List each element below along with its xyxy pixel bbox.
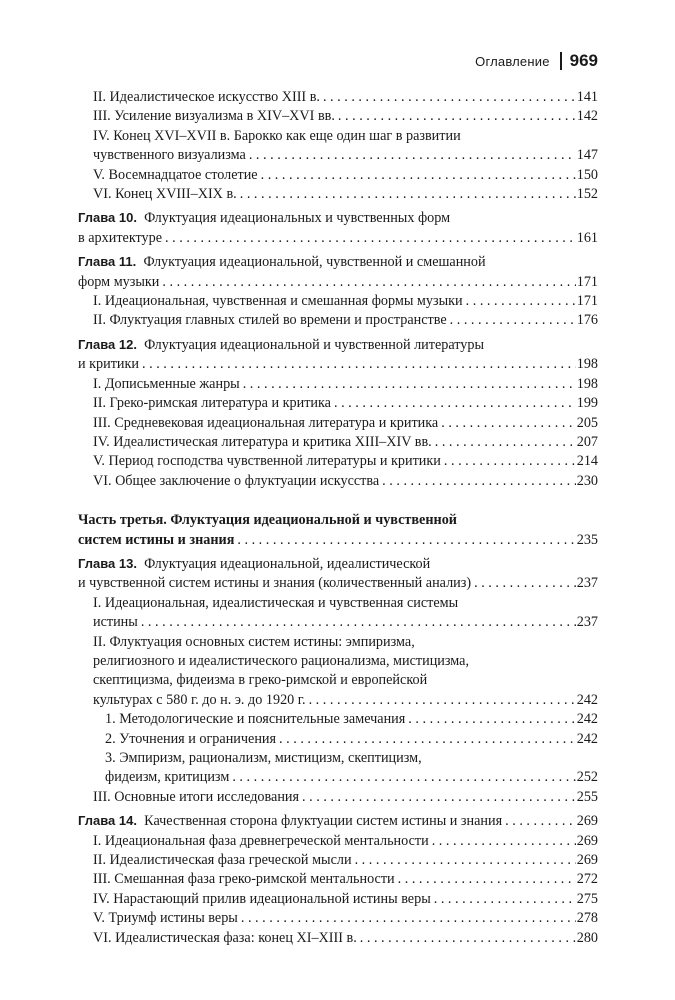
dot-leader <box>357 929 576 948</box>
toc-entry-title: культурах с 580 г. до н. э. до 1920 г. <box>93 691 306 708</box>
toc-page-number: 176 <box>576 312 598 329</box>
toc-section <box>78 633 598 711</box>
toc-section <box>78 594 598 633</box>
toc-line <box>93 633 598 652</box>
toc-section <box>78 929 598 948</box>
toc-line <box>78 252 598 272</box>
toc-entry-title: I. Идеациональная, идеалистическая и чувственная системы <box>93 594 459 611</box>
toc-entry-title: II. Идеалистическое искусство XIII в. <box>93 89 320 105</box>
toc-line <box>93 671 598 690</box>
toc-page-number: 269 <box>576 832 598 849</box>
toc-chapter <box>78 208 598 248</box>
toc-entry-title: V. Триумф истины веры <box>93 910 238 927</box>
toc-entry-title: Флуктуация идеациональных и чувственных форм <box>144 210 451 227</box>
dot-leader <box>276 730 576 749</box>
toc-line <box>93 414 598 433</box>
dot-leader <box>306 691 576 710</box>
toc-chapter <box>78 252 598 292</box>
dot-leader <box>335 107 576 126</box>
dot-leader <box>299 788 576 807</box>
toc-page-number: 237 <box>576 614 598 631</box>
toc-line <box>78 511 598 530</box>
dot-leader <box>352 851 576 870</box>
dot-leader <box>463 292 576 311</box>
dot-leader <box>405 710 576 729</box>
toc-page-number: 205 <box>576 414 598 431</box>
toc-page-number: 275 <box>576 890 598 907</box>
toc-page-number: 141 <box>576 89 598 105</box>
toc-entry-title: и чувственной систем истины и знания (количественный анализ) <box>78 575 472 592</box>
toc-line <box>93 851 598 870</box>
toc-entry-title: III. Смешанная фаза греко-римской ментальности <box>93 871 395 888</box>
toc-line <box>93 88 598 107</box>
chapter-label: Глава 14. <box>78 813 145 829</box>
dot-leader <box>258 166 576 185</box>
running-header <box>475 50 598 72</box>
toc-line <box>105 749 598 768</box>
dot-leader <box>138 613 576 632</box>
dot-leader <box>432 433 576 452</box>
chapter-label: Глава 10. <box>78 210 145 226</box>
toc-section <box>78 311 598 330</box>
chapter-label: Глава 13. <box>78 555 145 571</box>
toc-entry-title: в архитектуре <box>78 229 163 246</box>
toc-section <box>78 88 598 107</box>
toc-page-number: 242 <box>576 711 598 728</box>
dot-leader <box>240 375 576 394</box>
toc-entry-title: III. Средневековая идеациональная литература и критика <box>93 414 439 431</box>
running-header-section: Оглавление <box>475 53 550 69</box>
toc-entry-title: VI. Идеалистическая фаза: конец XI–XIII в. <box>93 929 357 946</box>
toc-line <box>93 166 598 185</box>
toc-line <box>93 292 598 311</box>
toc-entry-title: 1. Методологические и пояснительные замечания <box>105 711 406 728</box>
toc-section <box>78 851 598 870</box>
dot-leader <box>320 88 576 107</box>
toc-page-number: 269 <box>576 813 598 830</box>
toc-page-number: 171 <box>576 293 598 310</box>
toc-section <box>78 452 598 471</box>
toc-subsection <box>78 749 598 788</box>
dot-leader <box>379 472 576 491</box>
toc-page-number: 214 <box>576 453 598 470</box>
toc-line <box>93 613 598 632</box>
toc-section <box>78 909 598 928</box>
dot-leader <box>237 185 576 204</box>
toc-section <box>78 870 598 889</box>
toc-part <box>78 511 598 550</box>
toc-entry-title: VI. Общее заключение о флуктуации искусства <box>93 472 380 489</box>
dot-leader <box>139 355 576 374</box>
dot-leader <box>431 890 576 909</box>
toc-line <box>105 710 598 729</box>
toc-page-number: 280 <box>576 929 598 946</box>
dot-leader <box>502 812 576 831</box>
toc-page-number: 147 <box>576 147 598 164</box>
toc-section <box>78 433 598 452</box>
toc-line <box>93 594 598 613</box>
toc-section <box>78 394 598 413</box>
page-number: 969 <box>569 51 598 70</box>
toc-entry-title: IV. Идеалистическая литература и критика XIII–XIV вв. <box>93 433 432 450</box>
toc-line <box>78 229 598 248</box>
dot-leader <box>159 273 576 292</box>
toc-subsection <box>78 730 598 749</box>
toc-entry-title: III. Усиление визуализма в XIV–XVI вв. <box>93 108 335 125</box>
dot-leader <box>162 229 576 248</box>
toc-entry-title: IV. Нарастающий прилив идеациональной истины веры <box>93 890 431 907</box>
toc-line <box>93 146 598 165</box>
toc-line <box>93 472 598 491</box>
toc-line <box>105 730 598 749</box>
toc-entry-title: Часть третья. Флуктуация идеациональной и чувственной <box>78 512 457 529</box>
toc-entry-title: V. Восемнадцатое столетие <box>93 166 258 183</box>
toc-entry-title: II. Флуктуация главных стилей во времени и пространстве <box>93 312 447 329</box>
toc-section <box>78 185 598 204</box>
toc-entry-title: I. Идеациональная фаза древнегреческой ментальности <box>93 832 429 849</box>
toc-line <box>93 375 598 394</box>
toc-entry-title: Флуктуация идеациональной и чувственной литературы <box>144 336 485 353</box>
dot-leader <box>429 832 576 851</box>
toc-entry-title: II. Греко-римская литература и критика <box>93 395 331 412</box>
toc-chapter <box>78 811 598 831</box>
toc-line <box>93 652 598 671</box>
dot-leader <box>438 414 576 433</box>
toc-line <box>93 394 598 413</box>
toc-chapter <box>78 554 598 594</box>
chapter-label: Глава 12. <box>78 336 145 352</box>
toc-section <box>78 375 598 394</box>
toc-line <box>78 208 598 228</box>
toc-page-number: 255 <box>576 788 598 805</box>
toc-section <box>78 127 598 166</box>
dot-leader <box>441 452 576 471</box>
toc-line <box>78 531 598 550</box>
chapter-label: Глава 11. <box>78 254 144 270</box>
toc-entry-title: чувственного визуализма <box>93 147 246 164</box>
toc-section <box>78 107 598 126</box>
toc-line <box>93 929 598 948</box>
toc-page-number: 150 <box>576 166 598 183</box>
dot-leader <box>395 870 576 889</box>
toc-page-number: 278 <box>576 910 598 927</box>
toc-page-number: 242 <box>576 691 598 708</box>
toc-entry-title: I. Идеациональная, чувственная и смешанная формы музыки <box>93 293 463 310</box>
toc-line <box>93 788 598 807</box>
toc-entry-title: 3. Эмпиризм, рационализм, мистицизм, скептицизм, <box>105 750 422 766</box>
toc-line <box>78 554 598 574</box>
dot-leader <box>331 394 576 413</box>
toc-section <box>78 414 598 433</box>
toc-entry-title: II. Идеалистическая фаза греческой мысли <box>93 852 352 869</box>
toc-page-number: 198 <box>576 375 598 392</box>
toc-line <box>93 433 598 452</box>
toc-line <box>78 811 598 831</box>
dot-leader <box>246 146 576 165</box>
toc-line <box>93 890 598 909</box>
dot-leader <box>234 531 576 550</box>
dot-leader <box>229 768 576 787</box>
toc-page-number: 235 <box>576 531 598 548</box>
toc-entry-title: VI. Конец XVIII–XIX в. <box>93 186 237 203</box>
toc-entry-title: истины <box>93 614 138 631</box>
toc-line <box>105 768 598 787</box>
dot-leader <box>238 909 576 928</box>
toc-chapter <box>78 335 598 375</box>
toc-entry-title: IV. Конец XVI–XVII в. Барокко как еще один шаг в развитии <box>93 127 461 144</box>
toc-page-number: 269 <box>576 852 598 869</box>
toc-line <box>93 311 598 330</box>
toc-line <box>93 909 598 928</box>
toc-section <box>78 890 598 909</box>
header-divider <box>560 52 562 70</box>
toc-line <box>78 335 598 355</box>
toc-entry-title: V. Период господства чувственной литературы и критики <box>93 453 441 470</box>
toc-line <box>93 832 598 851</box>
toc-page-number: 199 <box>576 395 598 412</box>
toc-entry-title: форм музыки <box>78 273 160 290</box>
toc-page-number: 142 <box>576 108 598 125</box>
toc-section <box>78 166 598 185</box>
toc-entry-title: систем истины и знания <box>78 531 235 548</box>
toc-page-number: 207 <box>576 433 598 450</box>
toc-page-number: 242 <box>576 730 598 747</box>
toc-section <box>78 832 598 851</box>
toc-page-number: 272 <box>576 871 598 888</box>
toc-page-number: 230 <box>576 472 598 489</box>
toc-entry-title: III. Основные итоги исследования <box>93 788 300 805</box>
dot-leader <box>447 311 576 330</box>
toc-line <box>93 107 598 126</box>
toc-line <box>78 273 598 292</box>
toc-line <box>93 185 598 204</box>
toc-page-number: 171 <box>576 273 598 290</box>
toc-section <box>78 292 598 311</box>
toc-page-number: 198 <box>576 356 598 373</box>
toc-entry-title: II. Флуктуация основных систем истины: эмпиризма, <box>93 633 415 650</box>
toc-page-number: 161 <box>576 229 598 246</box>
dot-leader <box>471 574 576 593</box>
toc-entry-title: скептицизма, фидеизма в греко-римской и европейской <box>93 672 428 689</box>
toc-entry-title: фидеизм, критицизм <box>105 769 230 786</box>
toc-page-number: 152 <box>576 186 598 203</box>
toc-line <box>93 127 598 146</box>
toc-section <box>78 788 598 807</box>
toc-line <box>93 452 598 471</box>
toc-line <box>78 355 598 374</box>
toc-entry-title: и критики <box>78 356 139 373</box>
toc-entry-title: Флуктуация идеациональной, идеалистической <box>144 555 431 572</box>
toc-section <box>78 472 598 491</box>
toc-page-number: 237 <box>576 575 598 592</box>
toc-page-number: 252 <box>576 769 598 786</box>
toc-entry-title: религиозного и идеалистического рационализма, мистицизма, <box>93 652 470 669</box>
toc-entry-title: 2. Уточнения и ограничения <box>105 730 277 747</box>
toc-line <box>78 574 598 593</box>
toc-entry-title: Качественная сторона флуктуации систем истины и знания <box>144 813 503 830</box>
toc-entry-title: Флуктуация идеациональной, чувственной и смешанной <box>143 254 486 271</box>
toc-subsection <box>78 710 598 729</box>
toc-line <box>93 691 598 710</box>
table-of-contents <box>78 88 598 948</box>
toc-entry-title: I. Дописьменные жанры <box>93 375 240 392</box>
toc-line <box>93 870 598 889</box>
